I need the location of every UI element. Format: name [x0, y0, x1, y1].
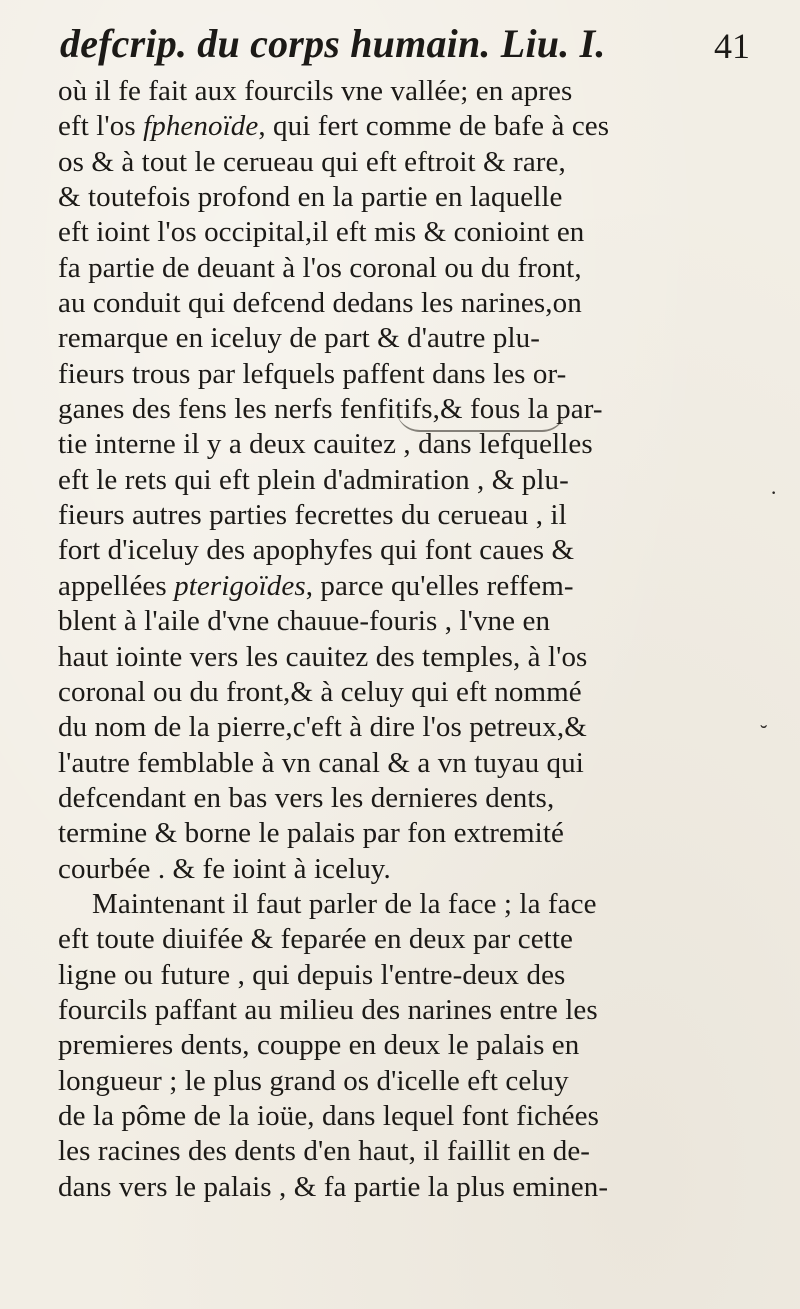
text-line: tie interne il y a deux cauitez , dans lefquelles [58, 428, 593, 461]
text-line: du nom de la pierre,c'eft à dire l'os petreux,& [58, 711, 587, 744]
text-line: termine & borne le palais par fon extremité [58, 817, 564, 850]
text-line: ganes des fens les nerfs fenfitifs,& fous la par- [58, 393, 603, 426]
text-line: eft ioint l'os occipital,il eft mis & conioint en [58, 216, 585, 249]
text-line: eft toute diuifée & feparée en deux par cette [58, 923, 573, 956]
text-line: & toutefois profond en la partie en laquelle [58, 181, 563, 214]
text-line: fort d'iceluy des apophyfes qui font caues & [58, 534, 575, 567]
margin-speck: ˘ [760, 720, 768, 745]
text-line: fieurs autres parties fecrettes du cerueau , il [58, 499, 567, 532]
text-fragment: appellées [58, 569, 175, 602]
text-line: de la pôme de la ioüe, dans lequel font fichées [58, 1099, 600, 1132]
body-text [58, 74, 758, 1205]
text-line: l'autre femblable à vn canal & a vn tuyau qui [58, 746, 584, 779]
text-line: remarque en iceluy de part & d'autre plu- [58, 322, 540, 355]
text-line: premieres dents, couppe en deux le palais en [58, 1029, 580, 1062]
italic-term-pterigoides: pterigoïdes [174, 569, 306, 602]
text-line: les racines des dents d'en haut, il faillit en de- [58, 1135, 591, 1168]
show-through-stroke [396, 408, 566, 432]
text-line: où il fe fait aux fourcils vne vallée; en apres [58, 75, 573, 107]
italic-term-sphenoide: fphenoïde [143, 110, 259, 143]
text-line: os & à tout le cerueau qui eft eftroit & rare, [58, 145, 566, 178]
text-line: defcendant en bas vers les dernieres dents, [58, 781, 555, 814]
text-line: courbée . & fe ioint à iceluy. [58, 852, 391, 885]
text-line: ligne ou future , qui depuis l'entre-deux des [58, 958, 566, 991]
text-fragment: eft l'os [58, 110, 144, 143]
text-line: au conduit qui defcend dedans les narines,on [58, 287, 582, 320]
running-title: defcrip. du corps humain. Liu. I. [60, 21, 606, 66]
text-line: coronal ou du front,& à celuy qui eft nommé [58, 675, 582, 708]
paragraph-start-line: Maintenant il faut parler de la face ; la face [92, 887, 597, 920]
margin-speck: · [770, 480, 778, 505]
text-line: fieurs trous par lefquels paffent dans les or- [58, 357, 567, 390]
text-line: fa partie de deuant à l'os coronal ou du front, [58, 251, 582, 284]
text-fragment: , parce qu'elles reffem- [305, 569, 574, 602]
text-line [58, 109, 758, 144]
text-fragment: , qui fert comme de bafe à ces [258, 110, 610, 143]
text-line [58, 569, 758, 604]
text-line: dans vers le palais , & fa partie la plus eminen- [58, 1170, 609, 1203]
text-line: haut iointe vers les cauitez des temples, à l'os [58, 640, 588, 673]
text-line: eft le rets qui eft plein d'admiration , & plu- [58, 463, 569, 496]
page-number: 41 [714, 26, 750, 66]
running-head [60, 18, 750, 70]
text-line: blent à l'aile d'vne chauue-fouris , l'vne en [58, 605, 551, 638]
text-line: longueur ; le plus grand os d'icelle eft celuy [58, 1064, 569, 1097]
text-line: fourcils paffant au milieu des narines entre les [58, 993, 598, 1026]
